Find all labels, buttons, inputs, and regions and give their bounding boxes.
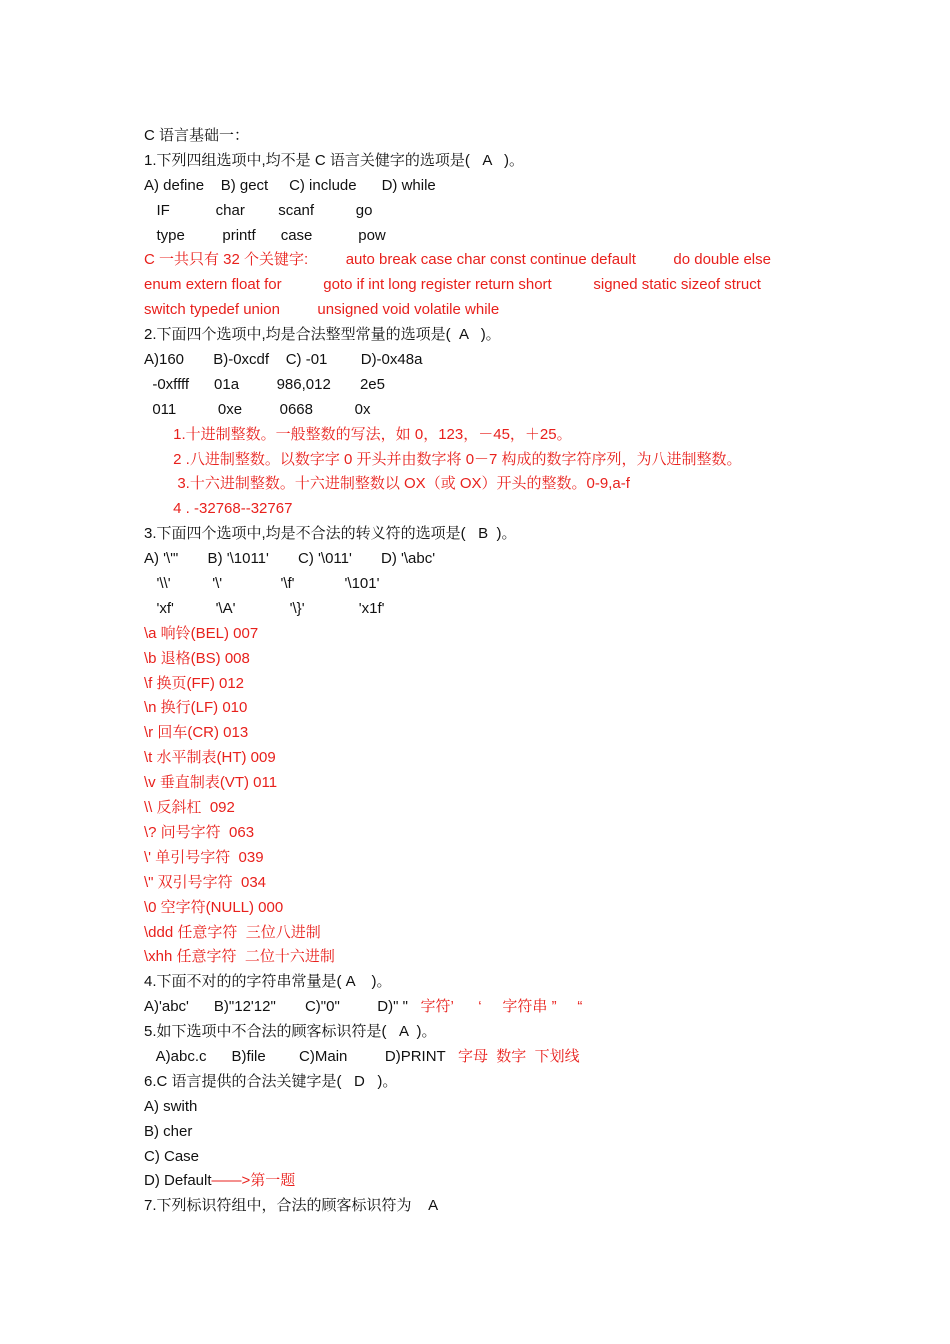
document-line	[144, 547, 814, 572]
text-segment: 4.下面不对的的字符串常量是( A )。	[144, 973, 392, 991]
document-line	[144, 199, 814, 224]
text-segment: ——>第一题	[211, 1172, 296, 1190]
text-segment: B) cher	[144, 1122, 193, 1140]
text-segment: \0 空字符(NULL) 000	[144, 898, 284, 916]
document-line	[144, 423, 814, 448]
document-line	[144, 1070, 814, 1095]
document-line	[144, 174, 814, 199]
document-line	[144, 597, 814, 622]
text-segment: A) define B) gect C) include D) while	[144, 176, 436, 194]
text-segment: \b 退格(BS) 008	[144, 649, 250, 667]
document-line	[144, 1045, 814, 1070]
text-segment: enum extern float for goto if int long register return short signed static sizeof struct	[144, 276, 761, 294]
text-segment: '\\' '\' '\f' '\101'	[144, 575, 380, 593]
text-segment: 6.C 语言提供的合法关键字是( D )。	[144, 1072, 398, 1090]
text-segment: 5.如下选项中不合法的顾客标识符是( A )。	[144, 1023, 437, 1041]
document-line	[144, 945, 814, 970]
document-line	[144, 448, 814, 473]
text-segment: 7.下列标识符组中，合法的顾客标识符为 A	[144, 1197, 439, 1215]
text-segment: 011 0xe 0668 0x	[144, 400, 371, 418]
document-line	[144, 398, 814, 423]
text-segment: \t 水平制表(HT) 009	[144, 749, 276, 767]
document-line	[144, 497, 814, 522]
text-segment: 3.下面四个选项中,均是不合法的转义符的选项是( B )。	[144, 525, 517, 543]
document-line	[144, 721, 814, 746]
text-segment: D) Default	[144, 1172, 212, 1190]
document-line	[144, 647, 814, 672]
document-line	[144, 672, 814, 697]
document-line	[144, 896, 814, 921]
document-line	[144, 622, 814, 647]
text-segment: 字符’ ‘ 字符串 ” “	[420, 998, 583, 1016]
document-line	[144, 771, 814, 796]
document-line	[144, 1095, 814, 1120]
document-line	[144, 696, 814, 721]
document-line	[144, 796, 814, 821]
text-segment: 2.下面四个选项中,均是合法整型常量的选项是( A )。	[144, 326, 501, 344]
document-line	[144, 921, 814, 946]
text-segment: \a 响铃(BEL) 007	[144, 624, 259, 642]
text-segment: \xhh 任意字符 二位十六进制	[144, 948, 335, 966]
document-line	[144, 149, 814, 174]
document-line	[144, 871, 814, 896]
text-segment: \" 双引号字符 034	[144, 873, 267, 891]
document-line	[144, 970, 814, 995]
text-segment: 2 .八进制整数。以数字字 0 开头并由数字将 0－7 构成的数字符序列，为八进制整数。	[144, 450, 742, 468]
text-segment: A)'abc' B)"12'12" C)"0" D)" "	[144, 998, 421, 1016]
document-line	[144, 995, 814, 1020]
document-line	[144, 572, 814, 597]
text-segment: \\ 反斜杠 092	[144, 799, 235, 817]
document-line	[144, 1020, 814, 1045]
document-body	[144, 124, 814, 1219]
text-segment: \f 换页(FF) 012	[144, 674, 245, 692]
document-line	[144, 746, 814, 771]
document-line	[144, 248, 814, 273]
text-segment: C 语言基础一：	[144, 127, 250, 144]
text-segment: \n 换行(LF) 010	[144, 699, 248, 717]
text-segment: \ddd 任意字符 三位八进制	[144, 923, 321, 941]
document-line	[144, 1145, 814, 1170]
text-segment: 字母 数字 下划线	[457, 1047, 580, 1065]
document-line	[144, 224, 814, 249]
text-segment: A) '\"' B) '\1011' C) '\011' D) '\abc'	[144, 550, 436, 568]
text-segment: C) Case	[144, 1147, 200, 1165]
document-line	[144, 821, 814, 846]
text-segment: type printf case pow	[144, 226, 386, 244]
document-line	[144, 1169, 814, 1194]
document-line	[144, 373, 814, 398]
text-segment: 3.十六进制整数。十六进制整数以 OX（或 OX）开头的整数。0-9,a-f	[144, 475, 630, 493]
document-line	[144, 124, 814, 149]
document-line	[144, 273, 814, 298]
text-segment: 'xf' '\A' '\}' 'x1f'	[144, 599, 385, 617]
document-line	[144, 1194, 814, 1219]
text-segment: 4 . -32768--32767	[144, 500, 293, 518]
document-line	[144, 1120, 814, 1145]
text-segment: A)160 B)-0xcdf C) -01 D)-0x48a	[144, 351, 423, 369]
text-segment: IF char scanf go	[144, 201, 373, 219]
document-line	[144, 846, 814, 871]
text-segment: C 一共只有 32 个关键字: auto break case char const continue default do double else	[144, 251, 771, 269]
text-segment: A) swith	[144, 1097, 198, 1115]
text-segment: \v 垂直制表(VT) 011	[144, 774, 278, 792]
document-line	[144, 298, 814, 323]
document-line	[144, 522, 814, 547]
text-segment: -0xffff 01a 986,012 2e5	[144, 375, 385, 393]
document-line	[144, 348, 814, 373]
document-line	[144, 323, 814, 348]
text-segment: 1.下列四组选项中,均不是 C 语言关健字的选项是( A )。	[144, 151, 525, 169]
text-segment: \? 问号字符 063	[144, 823, 255, 841]
text-segment: A)abc.c B)file C)Main D)PRINT	[144, 1047, 458, 1065]
text-segment: 1.十进制整数。一般整数的写法，如 0，123，－45，＋25。	[144, 425, 572, 443]
text-segment: switch typedef union unsigned void volatile while	[144, 301, 500, 319]
document-line	[144, 472, 814, 497]
text-segment: \' 单引号字符 039	[144, 848, 264, 866]
text-segment: \r 回车(CR) 013	[144, 724, 249, 742]
